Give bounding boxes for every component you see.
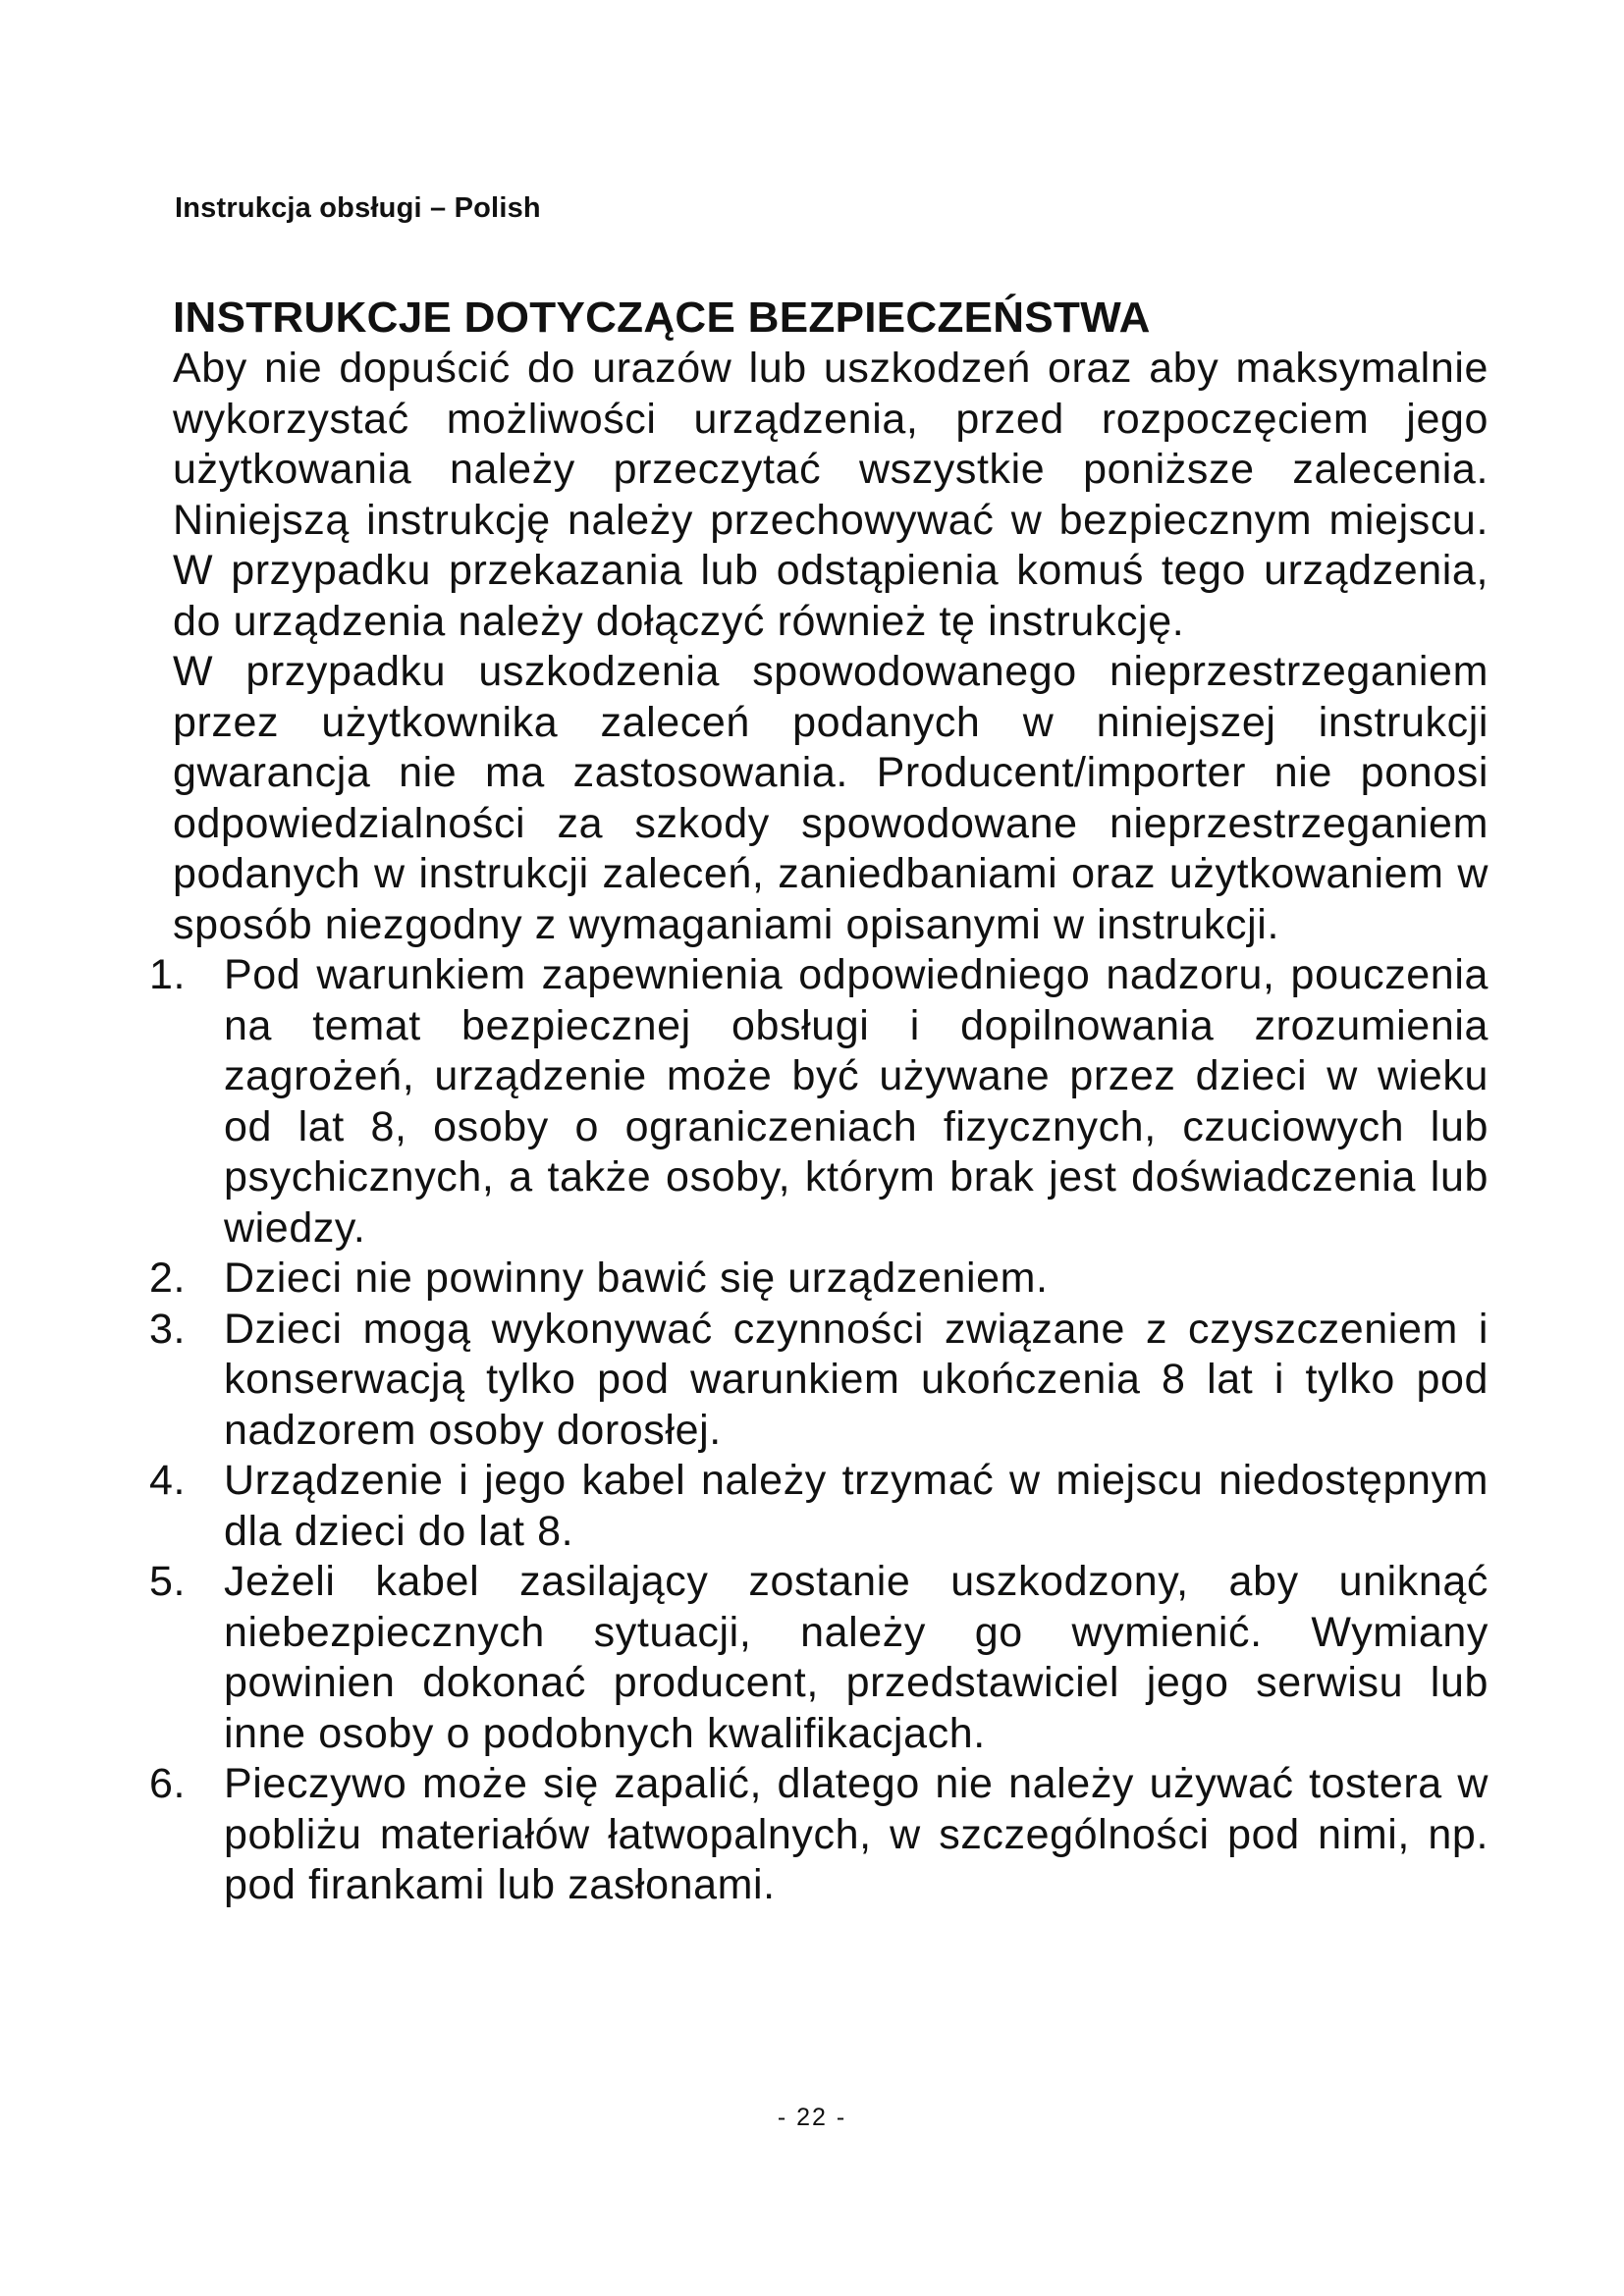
list-item	[149, 950, 1489, 1254]
list-item-number: 1.	[149, 951, 187, 998]
warranty-paragraph: W przypadku uszkodzenia spowodowanego nieprzestrzeganiem przez użytkownika zaleceń podanych w niniejszej instrukcji gwarancja nie ma zastosowania. Producent/importer nie ponosi odpowiedzialności za szkody spowodowane nieprzestrzeganiem podanych w instrukcji zaleceń, zaniedbaniami oraz użytkowaniem w sposób niezgodny z wymaganiami opisanymi w instrukcji.	[173, 648, 1489, 948]
list-item-number: 3.	[149, 1305, 187, 1353]
list-item-text: Pod warunkiem zapewnienia odpowiedniego nadzoru, pouczenia na temat bezpiecznej obsługi i dopilnowania zrozumienia zagrożeń, urządzenie może być używane przez dzieci w wieku od lat 8, osoby o ograniczeniach fizycznych, czuciowych lub psychicznych, a także osoby, którym brak jest doświadczenia lub wiedzy.	[224, 951, 1489, 1252]
list-item-number: 2.	[149, 1255, 187, 1302]
list-item	[149, 1305, 1489, 1457]
safety-list	[149, 950, 1489, 1911]
list-item-number: 6.	[149, 1760, 187, 1807]
list-item	[149, 1254, 1489, 1305]
list-item-text: Jeżeli kabel zasilający zostanie uszkodzony, aby uniknąć niebezpiecznych sytuacji, należy go wymienić. Wymiany powinien dokonać producent, przedstawiciel jego serwisu lub inne osoby o podobnych kwalifikacjach.	[224, 1558, 1489, 1757]
list-item	[149, 1557, 1489, 1759]
list-item-text: Pieczywo może się zapalić, dlatego nie należy używać tostera w pobliżu materiałów łatwopalnych, w szczególności pod nimi, np. pod firankami lub zasłonami.	[224, 1760, 1489, 1908]
list-item-number: 5.	[149, 1558, 187, 1605]
intro-paragraph: Aby nie dopuścić do urazów lub uszkodzeń oraz aby maksymalnie wykorzystać możliwości urządzenia, przed rozpoczęciem jego użytkowania należy przeczytać wszystkie poniższe zalecenia. Niniejszą instrukcję należy przechowywać w bezpiecznym miejscu. W przypadku przekazania lub odstąpienia komuś tego urządzenia, do urządzenia należy dołączyć również tę instrukcję.	[173, 345, 1489, 645]
safety-instructions-section	[149, 293, 1489, 1911]
page-header: Instrukcja obsługi – Polish	[175, 192, 541, 224]
list-item-text: Urządzenie i jego kabel należy trzymać w miejscu niedostępnym dla dzieci do lat 8.	[224, 1457, 1489, 1555]
list-item	[149, 1759, 1489, 1911]
list-item-text: Dzieci nie powinny bawić się urządzeniem.	[224, 1255, 1049, 1302]
list-item-text: Dzieci mogą wykonywać czynności związane z czyszczeniem i konserwacją tylko pod warunkiem ukończenia 8 lat i tylko pod nadzorem osoby dorosłej.	[224, 1305, 1489, 1454]
list-item	[149, 1456, 1489, 1557]
page-number: - 22 -	[777, 2104, 847, 2131]
list-item-number: 4.	[149, 1457, 187, 1504]
section-title: INSTRUKCJE DOTYCZĄCE BEZPIECZEŃSTWA	[173, 294, 1151, 342]
